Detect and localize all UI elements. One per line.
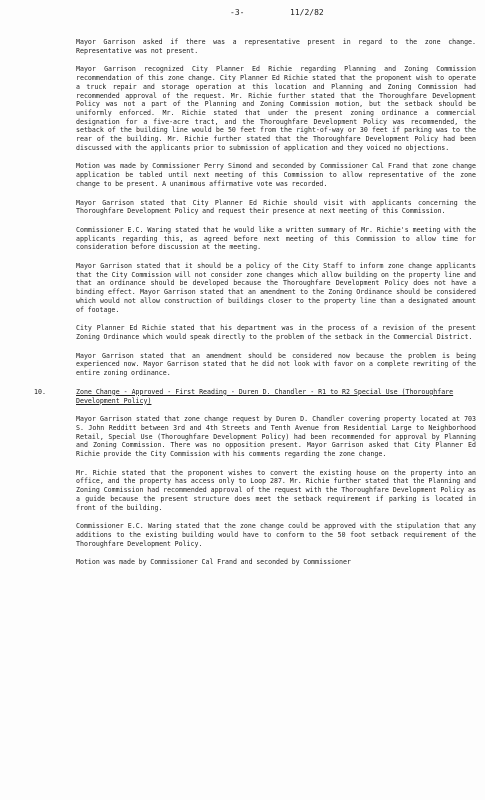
paragraph-staff-policy: Mayor Garrison stated that it should be a policy of the City Staff to inform zone change applicants that the City Commission will not consider zone changes which allow building on the property line and that an ordinance should be developed because the Thoroughfare Development Policy does not have a binding effect. Mayor Garrison stated that an amendment to the Zoning Ordinance should be considered which would not allow construction of buildings closer to the property line than a designated amount of footage. bbox=[76, 262, 476, 314]
paragraph-amendment-now: Mayor Garrison stated that an amendment should be considered now because the problem is being experienced now. Mayor Garrison stated that he did not look with favor on a complete rewriting of the entire zoning ordinance. bbox=[76, 351, 476, 378]
agenda-item bbox=[34, 387, 476, 405]
paragraph-office-conversion: Mr. Richie stated that the proponent wishes to convert the existing house on the property into an office, and the property has access only to Loop 287. Mr. Richie further stated that the Planning and Zoning Commission had recommended approval of the request with the Thoroughfare Development Policy as a guide because the present structure does meet the setback requirement if parking is located in front of the building. bbox=[76, 468, 476, 512]
paragraph-stipulation: Commissioner E.C. Waring stated that the zone change could be approved with the stipulation that any additions to the existing building would have to conform to the 50 foot setback requirement of the Thoroughfare Development Policy. bbox=[76, 522, 476, 548]
page-number: -3- bbox=[230, 8, 245, 17]
paragraph-written-summary: Commissioner E.C. Waring stated that he would like a written summary of Mr. Richie's meeting with the applicants regarding this, as agreed before next meeting of this Commission to allow time for consideration before discussion at the meeting. bbox=[76, 225, 476, 252]
agenda-item-number: 10. bbox=[34, 387, 46, 396]
document-body bbox=[0, 38, 485, 798]
paragraph-motion-tabled: Motion was made by Commissioner Perry Simond and seconded by Commissioner Cal Frand that zone change application be tabled until next meeting of this Commission to allow representative of the zone change to be present. A unanimous affirmative vote was recorded. bbox=[76, 162, 476, 188]
paragraph-motion-final: Motion was made by Commissioner Cal Frand and seconded by Commissioner bbox=[76, 558, 351, 567]
paragraph-representative-absent: Mayor Garrison asked if there was a representative present in regard to the zone change. Representative was not present. bbox=[76, 38, 476, 55]
paragraph-planner-visit: Mayor Garrison stated that City Planner Ed Richie should visit with applicants concerning the Thoroughfare Development Policy and request their presence at next meeting of this Commission. bbox=[76, 198, 476, 216]
agenda-item-title: Zone Change - Approved - First Reading - Duren D. Chandler - R1 to R2 Special Use (Thoroughfare Development Policy) bbox=[76, 387, 454, 405]
paragraph-planner-recommendation: Mayor Garrison recognized City Planner Ed Richie regarding Planning and Zoning Commission recommendation of this zone change. City Planner Ed Richie stated that the proponent wish to operate a truck repair and storage operation at this location and Planning and Zoning Commission had recommended approval of the request. Mr. Richie further stated that the Thoroughfare Development Policy was not a part of the Planning and Zoning Commission motion, but the setback should be uniformly enforced. Mr. Richie stated that under the present zoning ordinance a commercial designation for a five-acre tract, and the Thoroughfare Development Policy was recommended, the setback of the building line would be 50 feet from the right-of-way or 30 feet if parking was to the rear of the building. Mr. Richie further stated that the Thoroughfare Development Policy had been discussed with the applicants prior to submission of application and they voiced no objections. bbox=[76, 65, 476, 152]
page-date: 11/2/82 bbox=[290, 8, 324, 17]
page-header bbox=[0, 8, 485, 20]
paragraph-ordinance-revision: City Planner Ed Richie stated that his department was in the process of a revision of the present Zoning Ordinance which would speak directly to the problem of the setback in the Commercial District. bbox=[76, 324, 476, 341]
paragraph-chandler-request: Mayor Garrison stated that zone change request by Duren D. Chandler covering property located at 703 S. John Redditt between 3rd and 4th Streets and Tenth Avenue from Residential Large to Neighborhood Retail, Special Use (Thoroughfare Development Policy) had been recommended for approval by Planning and Zoning Commission. There was no opposition present. Mayor Garrison asked that City Planner Ed Richie provide the City Commission with his comments regarding the zone change. bbox=[76, 415, 476, 459]
